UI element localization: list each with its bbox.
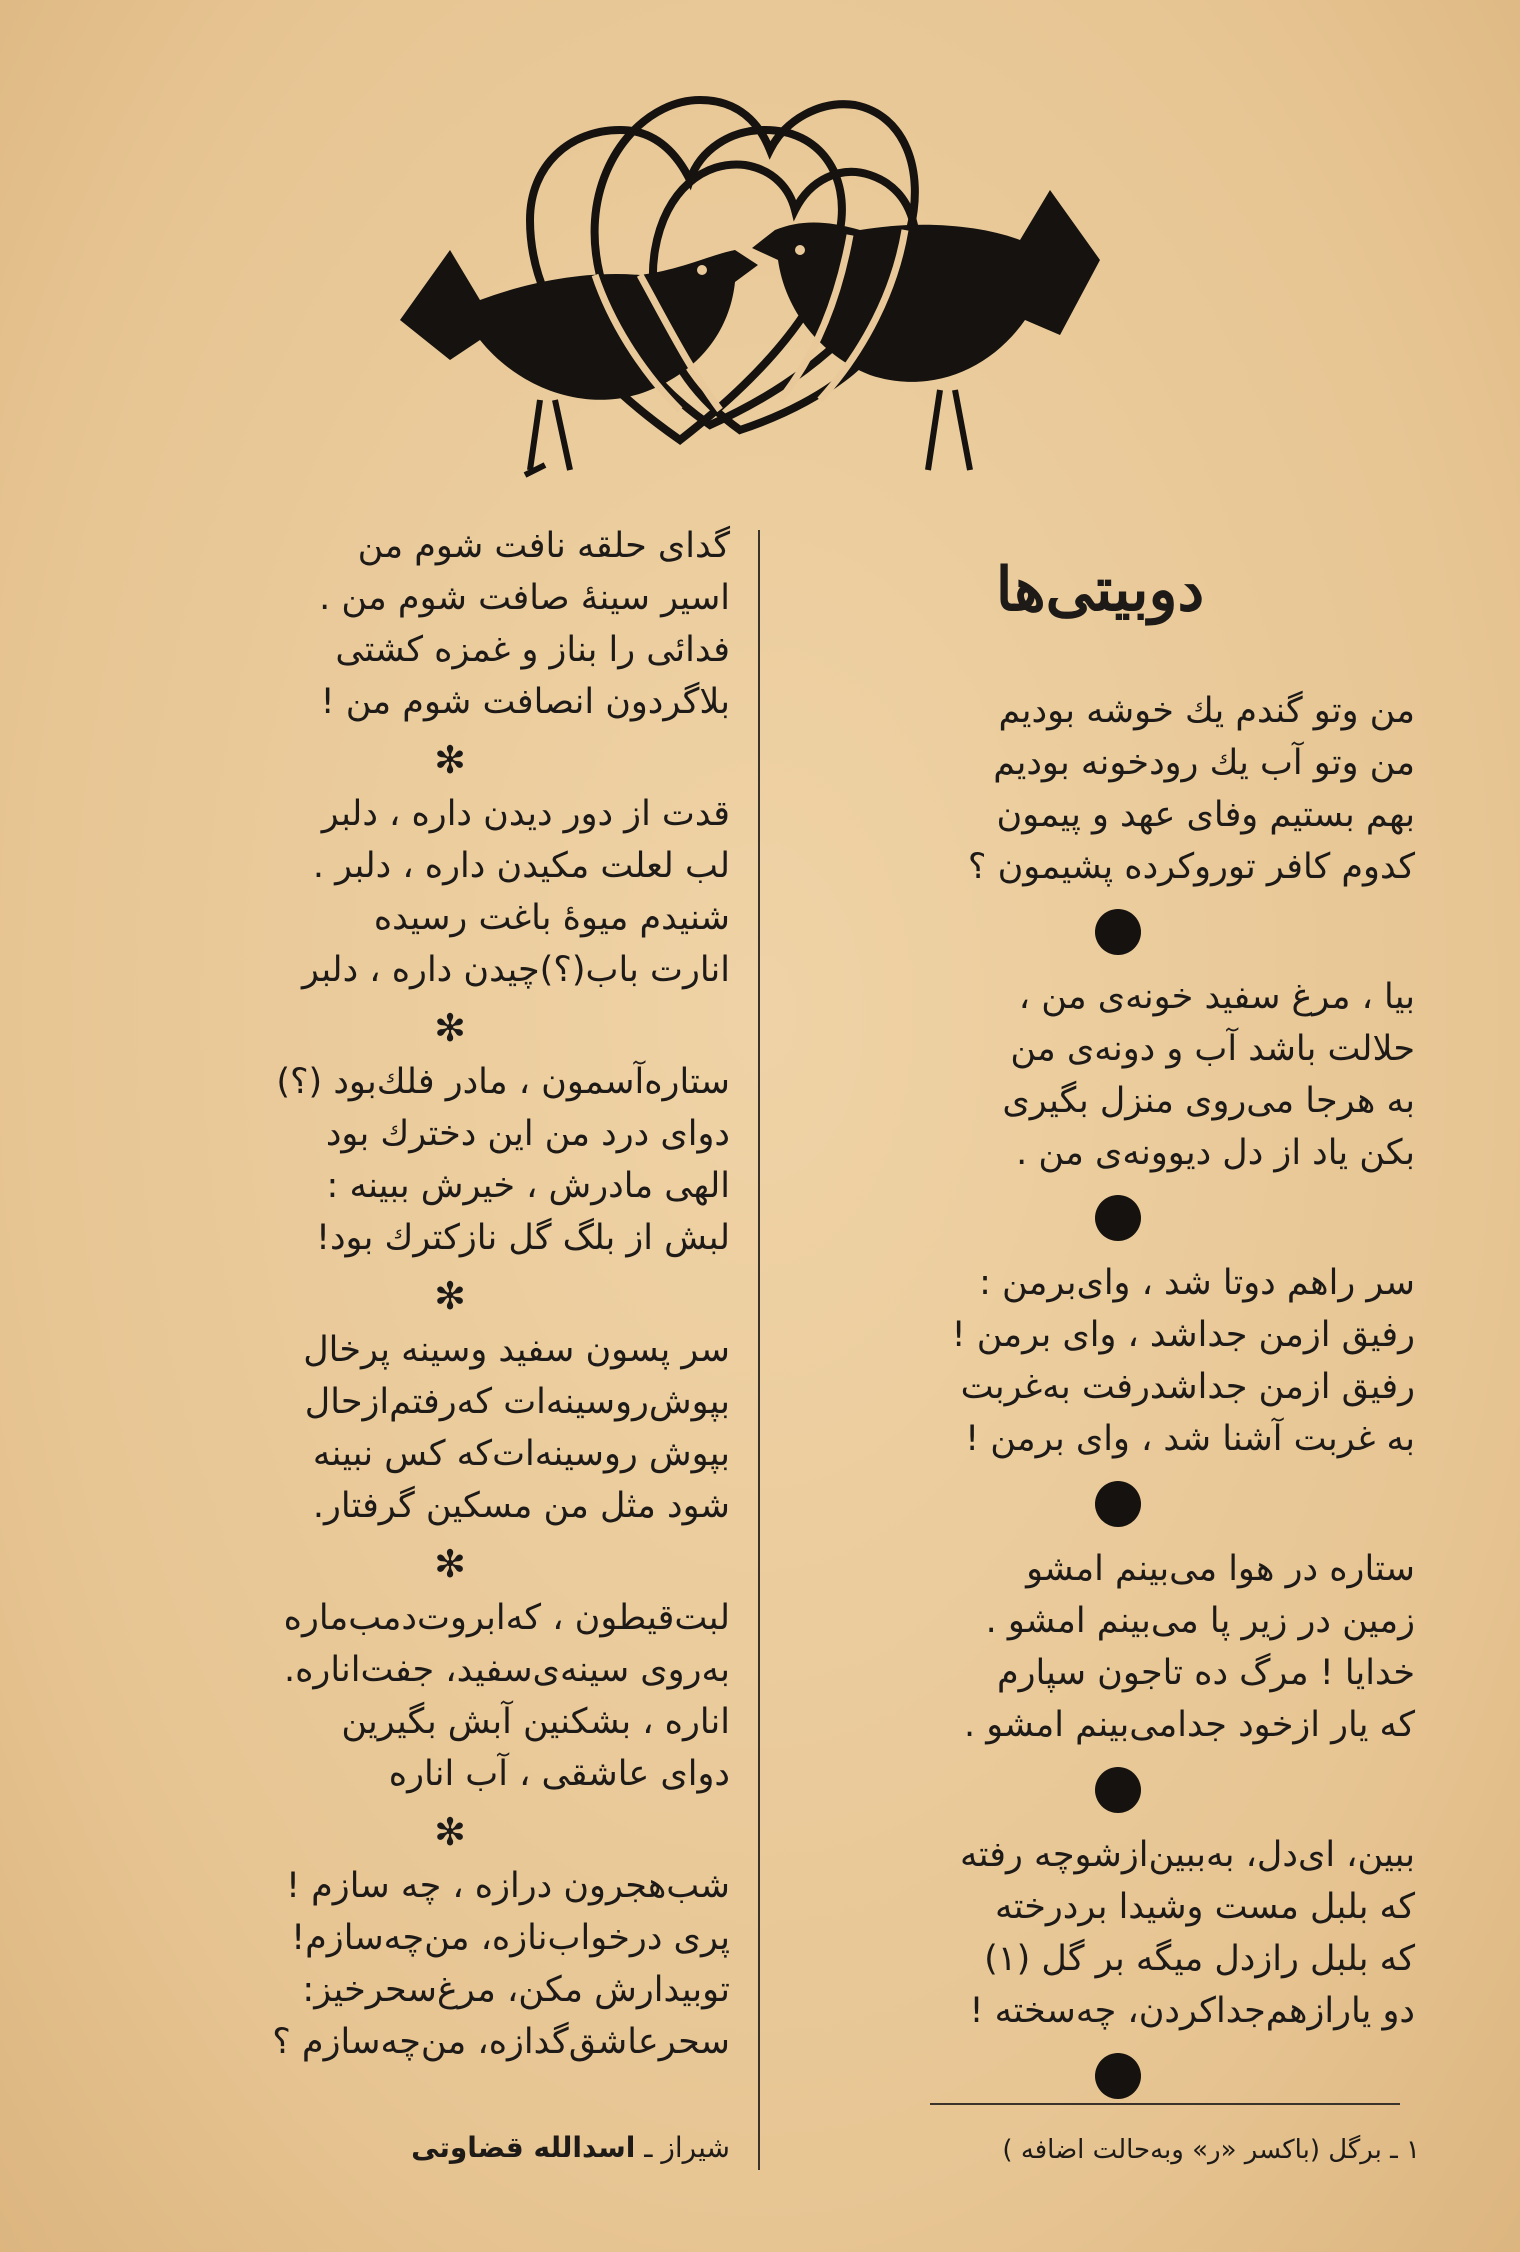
verse-line: اسیر سینهٔ صافت شوم من .: [319, 578, 730, 618]
stanza: [820, 685, 1415, 893]
asterisk-separator: ✻: [434, 1006, 466, 1050]
bullet-icon: [1095, 1195, 1141, 1241]
two-birds-hearts-icon: [380, 70, 1120, 490]
verse-line: دو یارازهم‌جداکردن، چه‌سخته !: [969, 1991, 1415, 2031]
column-divider: [758, 530, 760, 2170]
verse-line: لبت‌قیطون ، که‌ابروت‌دمب‌ماره: [283, 1598, 730, 1638]
verse-line: سر راهم دوتا شد ، وای‌برمن :: [979, 1263, 1415, 1303]
dot-separator: [820, 1465, 1415, 1543]
verse-line: که یار ازخود جدامی‌بینم امشو .: [963, 1705, 1415, 1745]
verse-line: من وتو آب یك رودخونه بودیم: [993, 743, 1415, 783]
stanza: [820, 1543, 1415, 1751]
signature-author: اسدالله قضاوتی: [411, 2131, 636, 2164]
verse-line: به غربت آشنا شد ، وای برمن !: [965, 1419, 1415, 1459]
signature: [150, 2128, 730, 2168]
asterisk-separator: ✻: [434, 738, 466, 782]
verse-line: فدائی را بناز و غمزه کشتی: [335, 630, 730, 670]
footnote-rule: [930, 2103, 1400, 2105]
verse-line: به هرجا می‌روی منزل بگیری: [1002, 1081, 1415, 1121]
verse-line: رفیق ازمن جداشدرفت به‌غربت: [960, 1367, 1415, 1407]
verse-line: بپوش‌روسینه‌ات که‌رفتم‌ازحال: [304, 1382, 730, 1422]
verse-line: دوای عاشقی ، آب اناره: [388, 1754, 730, 1794]
verse-line: بپوش روسینه‌ات‌که کس نبینه: [312, 1434, 730, 1474]
verse-line: لب لعلت مکیدن داره ، دلبر .: [312, 846, 730, 886]
dot-separator: [820, 893, 1415, 971]
verse-line: رفیق ازمن جداشد ، وای برمن !: [951, 1315, 1415, 1355]
verse-line: بیا ، مرغ سفید خونه‌ی من ،: [1018, 977, 1415, 1017]
verse-line: سر پسون سفید وسینه پرخال: [303, 1330, 730, 1370]
verse-line: شنیدم میوهٔ باغت رسیده: [373, 898, 730, 938]
asterisk-separator: ✻: [434, 1810, 466, 1854]
verse-line: تو‌بیدارش مکن، مرغ‌سحرخیز:: [302, 1970, 730, 2010]
verse-line: خدایا ! مرگ ده تاجون سپارم: [996, 1653, 1415, 1693]
verse-line: اناره ، بشکنین آبش بگیرین: [341, 1702, 730, 1742]
stanza: [170, 1324, 730, 1532]
bullet-icon: [1095, 909, 1141, 955]
verse-line: حلالت باشد آب و دونه‌ی من: [1010, 1029, 1415, 1069]
stanza: [820, 1829, 1415, 2037]
stanza: [170, 788, 730, 996]
dot-separator: [820, 1751, 1415, 1829]
verse-line: که بلبل رازدل میگه بر گل (۱): [984, 1939, 1415, 1979]
verse-line: الهی مادرش ، خیرش ببینه :: [326, 1166, 730, 1206]
verse-line: سحرعاشق‌گدازه، من‌چه‌سازم ؟: [272, 2022, 730, 2062]
verse-line: بلاگردون انصافت شوم من !: [320, 682, 730, 722]
stanza: [170, 1860, 730, 2068]
verse-line: انارت باب(؟)چیدن داره ، دلبر: [302, 950, 730, 990]
verse-line: قدت از دور دیدن داره ، دلبر: [321, 794, 730, 834]
stanza: [170, 520, 730, 728]
verse-line: گدای حلقه نافت شوم من: [357, 526, 730, 566]
verse-line: به‌روی سینه‌ی‌سفید، جفت‌اناره.: [283, 1650, 730, 1690]
verse-line: پری درخواب‌نازه، من‌چه‌سازم!: [291, 1918, 730, 1958]
right-column: [820, 685, 1415, 2115]
dot-separator: [820, 1179, 1415, 1257]
bullet-icon: [1095, 1767, 1141, 1813]
footnote: ۱ ـ برگل (باکسر «ر» وبه‌حالت اضافه ): [1002, 2135, 1420, 2165]
bullet-icon: [1095, 2053, 1141, 2099]
verse-line: زمین در زیر پا می‌بینم امشو .: [985, 1601, 1415, 1641]
verse-line: ستاره‌آسمون ، مادر فلك‌بود (؟): [276, 1062, 730, 1102]
asterisk-separator: ✻: [434, 1542, 466, 1586]
asterisk-separator: ✻: [434, 1274, 466, 1318]
stanza: [170, 1056, 730, 1264]
verse-line: دوای درد من این دخترك بود: [325, 1114, 730, 1154]
verse-line: شود مثل من مسکین گرفتار.: [312, 1486, 730, 1526]
verse-line: شب‌هجرون درازه ، چه سازم !: [285, 1866, 730, 1906]
stanza: [170, 1592, 730, 1800]
verse-line: من وتو گندم یك خوشه بودیم: [998, 691, 1415, 731]
verse-line: کدوم کافر توروکرده پشیمون ؟: [967, 847, 1415, 887]
verse-line: ستاره در هوا می‌بینم امشو: [1026, 1549, 1415, 1589]
signature-place: شیراز ـ: [644, 2131, 730, 2164]
verse-line: که بلبل مست وشیدا بردرخته: [994, 1887, 1415, 1927]
left-column: [170, 520, 730, 2072]
page-title: دوبیتی‌ها: [995, 555, 1205, 625]
bullet-icon: [1095, 1481, 1141, 1527]
verse-line: ببین، ای‌دل، به‌ببین‌ازشوچه رفته: [959, 1835, 1415, 1875]
stanza: [820, 1257, 1415, 1465]
verse-line: بکن یاد از دل دیوونه‌ی من .: [1016, 1133, 1415, 1173]
stanza: [820, 971, 1415, 1179]
verse-line: بهم بستیم وفای عهد و پیمون: [996, 795, 1415, 835]
verse-line: لبش از بلگ گل نازکترك بود!: [315, 1218, 730, 1258]
